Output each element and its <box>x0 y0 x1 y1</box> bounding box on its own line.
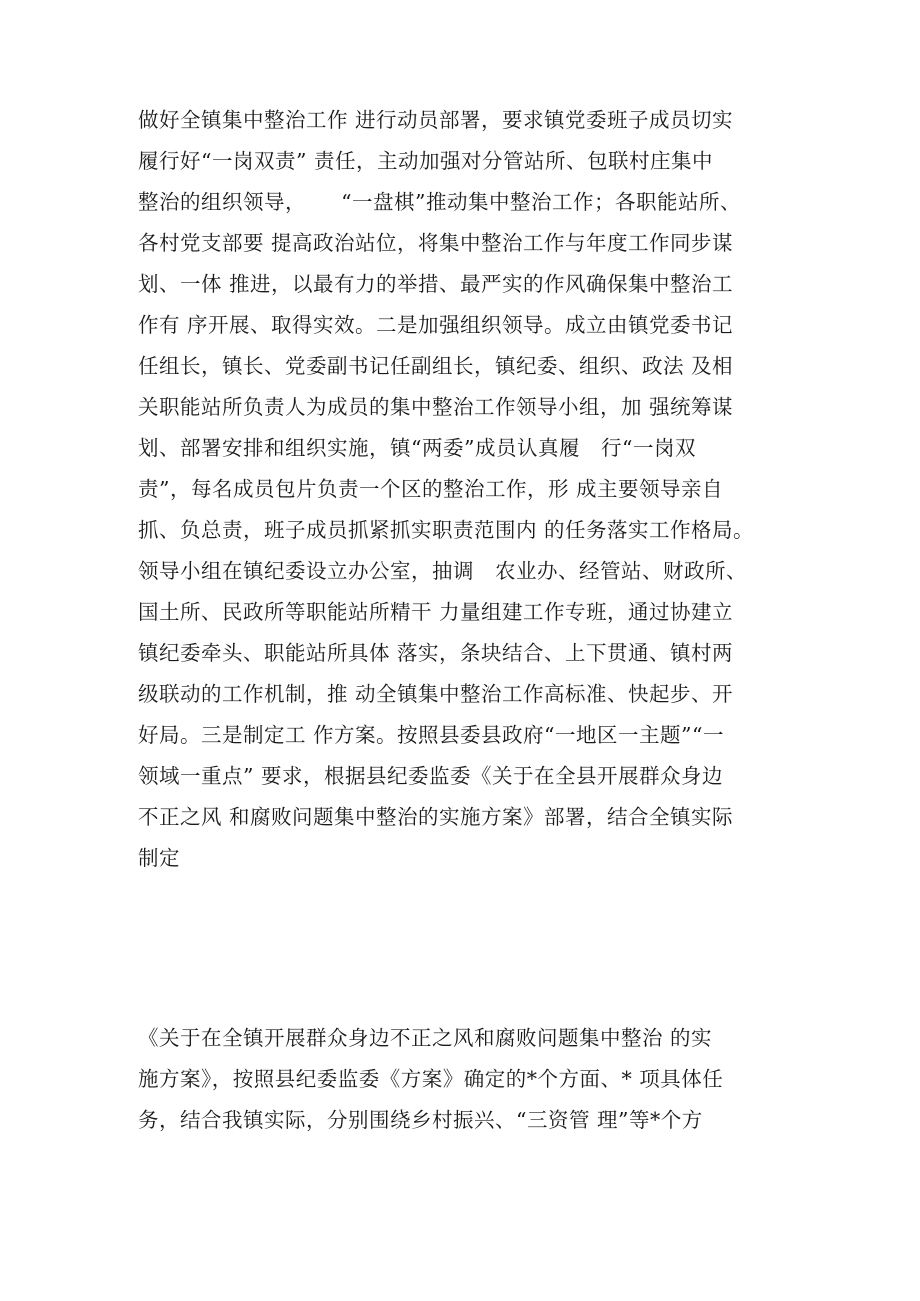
text-line: 领域一重点” 要求，根据县纪委监委《关于在全县开展群众身边 <box>138 764 723 788</box>
paragraph-1 <box>138 100 808 879</box>
text-line: 《关于在全镇开展群众身边不正之风和腐败问题集中整治 的实 <box>138 1026 713 1050</box>
text-line: 领导小组在镇纪委设立办公室，抽调 农业办、经管站、财政所、 <box>138 559 748 583</box>
text-line: 划、一体 推进，以最有力的举措、最严实的作风确保集中整治工 <box>138 272 734 296</box>
text-line: 不正之风 和腐败问题集中整治的实施方案》部署，结合全镇实际 <box>138 805 734 829</box>
paragraph-2 <box>138 1018 808 1141</box>
text-line: 好局。三是制定工 作方案。按照县委县政府“一地区一主题”“一 <box>138 723 724 747</box>
text-line: 级联动的工作机制，推 动全镇集中整治工作高标准、快起步、开 <box>138 682 734 706</box>
text-line: 务，结合我镇实际，分别围绕乡村振兴、“三资管 理”等*个方 <box>138 1108 703 1132</box>
text-line: 国土所、民政所等职能站所精干 力量组建工作专班，通过协建立 <box>138 600 734 624</box>
text-line: 整治的组织领导， “一盘棋”推动集中整治工作；各职能站所、 <box>138 190 742 214</box>
text-line: 任组长，镇长、党委副书记任副组长，镇纪委、组织、政法 及相 <box>138 354 734 378</box>
text-line: 各村党支部要 提高政治站位，将集中整治工作与年度工作同步谋 <box>138 231 734 255</box>
text-line: 履行好“一岗双责” 责任，主动加强对分管站所、包联村庄集中 <box>138 149 713 173</box>
text-line: 划、部署安排和组织实施，镇“两委”成员认真履 行“一岗双 <box>138 436 696 460</box>
text-line: 抓、负总责，班子成员抓紧抓实职责范围内 的任务落实工作格局。 <box>138 518 755 542</box>
text-line: 施方案》，按照县纪委监委《方案》确定的*个方面、* 项具体任 <box>138 1067 724 1091</box>
text-line: 作有 序开展、取得实效。二是加强组织领导。成立由镇党委书记 <box>138 313 734 337</box>
text-line: 做好全镇集中整治工作 进行动员部署，要求镇党委班子成员切实 <box>138 108 734 132</box>
text-line: 镇纪委牵头、职能站所具体 落实，条块结合、上下贯通、镇村两 <box>138 641 734 665</box>
text-line: 关职能站所负责人为成员的集中整治工作领导小组，加 强统筹谋 <box>138 395 734 419</box>
text-line: 制定 <box>138 846 180 870</box>
text-line: 责”，每名成员包片负责一个区的整治工作，形 成主要领导亲自 <box>138 477 723 501</box>
